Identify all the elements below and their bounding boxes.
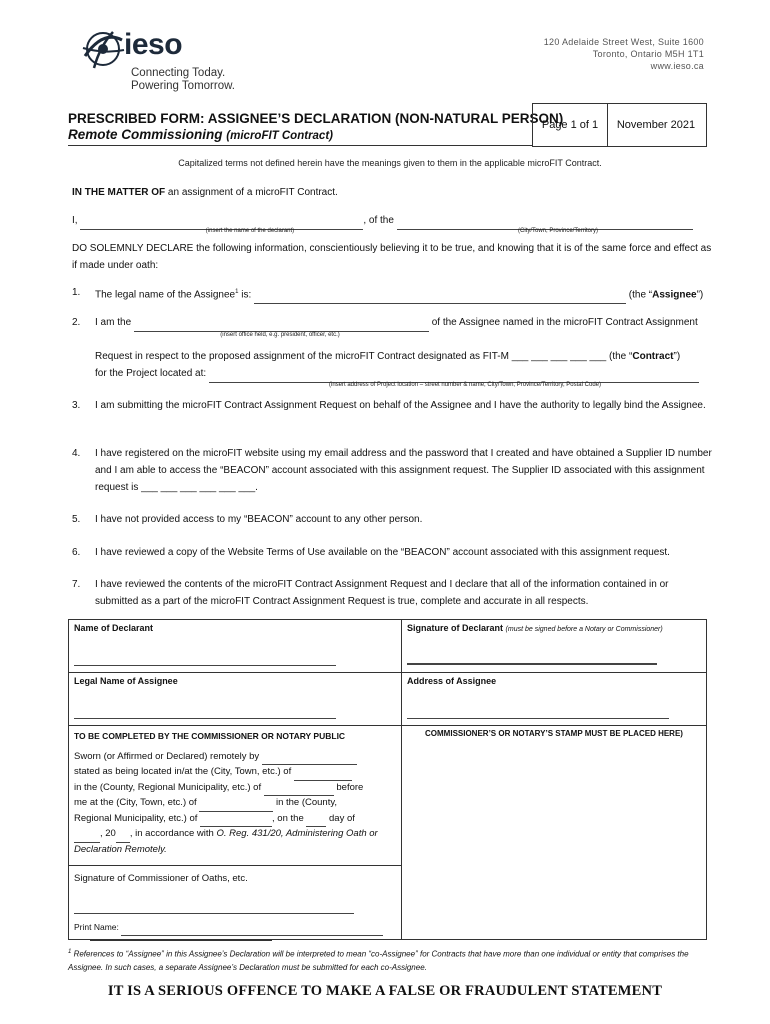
month-field[interactable] bbox=[74, 827, 100, 843]
item-number: 4. bbox=[72, 448, 81, 459]
subtitle-paren: (microFIT Contract) bbox=[226, 130, 333, 142]
cell-label: Name of Declarant bbox=[74, 623, 154, 633]
assignee-address-input[interactable] bbox=[407, 708, 669, 719]
ieso-globe-icon bbox=[80, 26, 126, 72]
declarant-name-cell bbox=[69, 620, 402, 673]
title-divider bbox=[68, 145, 532, 146]
sworn-by-field[interactable] bbox=[262, 750, 357, 766]
item-text: Request in respect to the proposed assignment of the microFIT Contract designated as FIT-M bbox=[95, 351, 509, 362]
hint-project: (insert address of Project location – street number & name, City/Town, Province/Territory, Postal Code) bbox=[328, 382, 601, 388]
hint-name: (insert the name of the declarant) bbox=[205, 228, 295, 234]
signature-table bbox=[68, 619, 707, 940]
item-number: 3. bbox=[72, 400, 81, 411]
footnote-number: 1 bbox=[68, 949, 72, 955]
sworn-text: Regional Municipality, etc.) of bbox=[74, 812, 198, 824]
address-line-1: 120 Adelaide Street West, Suite 1600 bbox=[543, 37, 704, 47]
assignee-legal-name-input[interactable] bbox=[74, 708, 336, 719]
page-box: Page 1 of 1 bbox=[532, 103, 608, 147]
commissioner-signature-input[interactable] bbox=[74, 899, 354, 915]
assignee-address-cell bbox=[402, 673, 707, 726]
commissioner-cell bbox=[69, 726, 402, 940]
item-3 bbox=[72, 397, 712, 433]
item-text: I have reviewed a copy of the Website Terms of Use available on the “BEACON” account associated with this assignment request. bbox=[95, 547, 670, 558]
item-5 bbox=[72, 511, 712, 529]
item-text: I have reviewed the contents of the microFIT Contract Assignment Request and I declare that all of the information contained in or submitted as a part of the microFIT Contract Assignment Request is true, complete and accurate in all respects. bbox=[95, 579, 669, 607]
located-county-field[interactable] bbox=[264, 781, 334, 797]
item-number: 1. bbox=[72, 287, 81, 298]
item-text: (the “ bbox=[626, 289, 653, 301]
subtitle-main: Remote Commissioning bbox=[68, 127, 223, 142]
footnote-text: References to “Assignee” in this Assignee’s Declaration will be interpreted to mean “co-Assignee” for Contracts that have more than one individual or entity that comprises the Assignee. In such cases, a separate Assignee’s Declaration must be submitted for each co-Assignee. bbox=[68, 949, 689, 972]
date-box: November 2021 bbox=[606, 103, 707, 147]
matter-line bbox=[72, 184, 338, 201]
item-text: I am submitting the microFIT Contract Assignment Request on behalf of the Assignee and I have the authority to legally bind the Assignee. bbox=[95, 400, 706, 411]
item-text: for the Project located at: bbox=[95, 368, 207, 379]
tagline-2: Powering Tomorrow. bbox=[131, 80, 235, 92]
item-7 bbox=[72, 576, 712, 612]
tagline-1: Connecting Today. bbox=[131, 67, 226, 79]
item-text: ”) bbox=[696, 289, 704, 301]
sworn-text: , on the bbox=[272, 812, 304, 824]
defined-term: Contract bbox=[632, 351, 674, 362]
commissioner-signature-block bbox=[69, 865, 401, 936]
sworn-text: me at the (City, Town, etc.) of bbox=[74, 797, 197, 808]
matter-rest: an assignment of a microFIT Contract. bbox=[165, 187, 338, 198]
assignee-legal-name-cell bbox=[69, 673, 402, 726]
office-held-field[interactable] bbox=[134, 314, 429, 332]
sworn-text: in the (County, bbox=[275, 797, 338, 808]
item-6 bbox=[72, 544, 712, 562]
commissioner-heading: TO BE COMPLETED BY THE COMMISSIONER OR NOTARY PUBLIC bbox=[74, 731, 346, 741]
fit-m-number-field[interactable]: ___ ___ ___ ___ ___ bbox=[511, 351, 607, 362]
item-text: of the Assignee named in the microFIT Contract Assignment bbox=[431, 317, 698, 328]
sworn-text: day of bbox=[329, 812, 355, 824]
hint-office: (insert office held, e.g. president, officer, etc.) bbox=[220, 332, 340, 338]
declarant-prefix: I, bbox=[72, 215, 78, 226]
footnote bbox=[68, 946, 712, 974]
stamp-heading: COMMISSIONER’S OR NOTARY’S STAMP MUST BE PLACED HERE) bbox=[425, 729, 683, 738]
website: www.ieso.ca bbox=[650, 61, 704, 71]
matter-bold: IN THE MATTER OF bbox=[72, 187, 166, 198]
defined-term: Assignee bbox=[652, 289, 697, 301]
item-2 bbox=[72, 314, 712, 332]
declarant-signature-cell bbox=[402, 620, 707, 673]
project-address-field[interactable] bbox=[209, 365, 699, 383]
declarant-of: , of the bbox=[363, 215, 394, 226]
print-name-label: Print Name: bbox=[74, 922, 119, 932]
item-number: 5. bbox=[72, 514, 81, 525]
footnote-divider bbox=[90, 940, 272, 941]
cell-note: (must be signed before a Notary or Commissioner) bbox=[505, 626, 663, 633]
item-text: The legal name of the Assignee bbox=[95, 289, 236, 301]
regulation-ref: O. Reg. 431/20, Administering Oath or bbox=[216, 828, 378, 839]
cell-label: Address of Assignee bbox=[407, 676, 497, 686]
item-1 bbox=[72, 284, 712, 302]
declarant-signature-input[interactable] bbox=[407, 653, 657, 665]
sworn-text: , 20 bbox=[100, 828, 116, 839]
year-field[interactable] bbox=[116, 827, 130, 843]
commissioner-city-field[interactable] bbox=[199, 796, 273, 812]
sworn-text: , in accordance with bbox=[129, 828, 214, 839]
item-number: 6. bbox=[72, 547, 81, 558]
item-text: I have registered on the microFIT website using my email address and the password that I created and have obtained a Supplier ID number and I am able to access the “BEACON” account associated with this assignment request. The Supplier ID associated with this assignment request is ___ ___ ___ ___ ___ ___. bbox=[95, 448, 712, 493]
address-line-2: Toronto, Ontario M5H 1T1 bbox=[592, 49, 704, 59]
sworn-text: stated as being located in/at the (City, Town, etc.) of bbox=[74, 766, 292, 777]
declarant-name-input[interactable] bbox=[74, 655, 336, 666]
cell-label: Legal Name of Assignee bbox=[74, 676, 178, 686]
item-4 bbox=[72, 445, 712, 499]
commissioner-sig-label: Signature of Commissioner of Oaths, etc. bbox=[74, 873, 248, 884]
item-text: I have not provided access to my “BEACON” account to any other person. bbox=[95, 514, 423, 525]
stamp-cell bbox=[402, 726, 707, 940]
located-city-field[interactable] bbox=[294, 765, 352, 781]
regulation-ref: Declaration Remotely. bbox=[74, 843, 167, 855]
footnote-ref: 1 bbox=[235, 289, 239, 295]
assignee-legal-name-field[interactable] bbox=[254, 286, 626, 304]
item-text: is: bbox=[238, 289, 252, 301]
item-text: I am the bbox=[95, 317, 132, 328]
hint-city: (City/Town, Province/Territory) bbox=[517, 228, 598, 234]
cell-label: Signature of Declarant bbox=[407, 623, 504, 633]
logo-text: ieso bbox=[124, 28, 183, 61]
form-title: PRESCRIBED FORM: ASSIGNEE’S DECLARATION (NON-NATURAL PERSON) bbox=[68, 111, 564, 126]
item-text: ”) bbox=[673, 351, 681, 362]
address-block bbox=[544, 36, 704, 72]
sworn-text: before bbox=[336, 781, 364, 793]
item-2-request bbox=[95, 348, 712, 365]
form-subtitle bbox=[68, 127, 333, 142]
solemn-declaration: DO SOLEMNLY DECLARE the following information, conscientiously believing it to be true, and knowing that it is of the same force and effect as if made under oath: bbox=[72, 243, 712, 271]
item-2-project bbox=[95, 365, 712, 383]
item-number: 7. bbox=[72, 579, 81, 590]
day-field[interactable] bbox=[306, 812, 326, 828]
false-statement-warning: IT IS A SERIOUS OFFENCE TO MAKE A FALSE OR FRAUDULENT STATEMENT bbox=[107, 983, 663, 999]
item-text: (the “ bbox=[606, 351, 633, 362]
intro-note: Capitalized terms not defined herein have the meanings given to them in the applicable microFIT Contract. bbox=[178, 158, 602, 168]
sworn-text: Sworn (or Affirmed or Declared) remotely by bbox=[74, 750, 260, 762]
item-number: 2. bbox=[72, 317, 81, 328]
commissioner-county-field[interactable] bbox=[200, 812, 272, 828]
print-name-input[interactable] bbox=[121, 920, 383, 936]
sworn-text: in the (County, Regional Municipality, etc.) of bbox=[74, 781, 262, 793]
